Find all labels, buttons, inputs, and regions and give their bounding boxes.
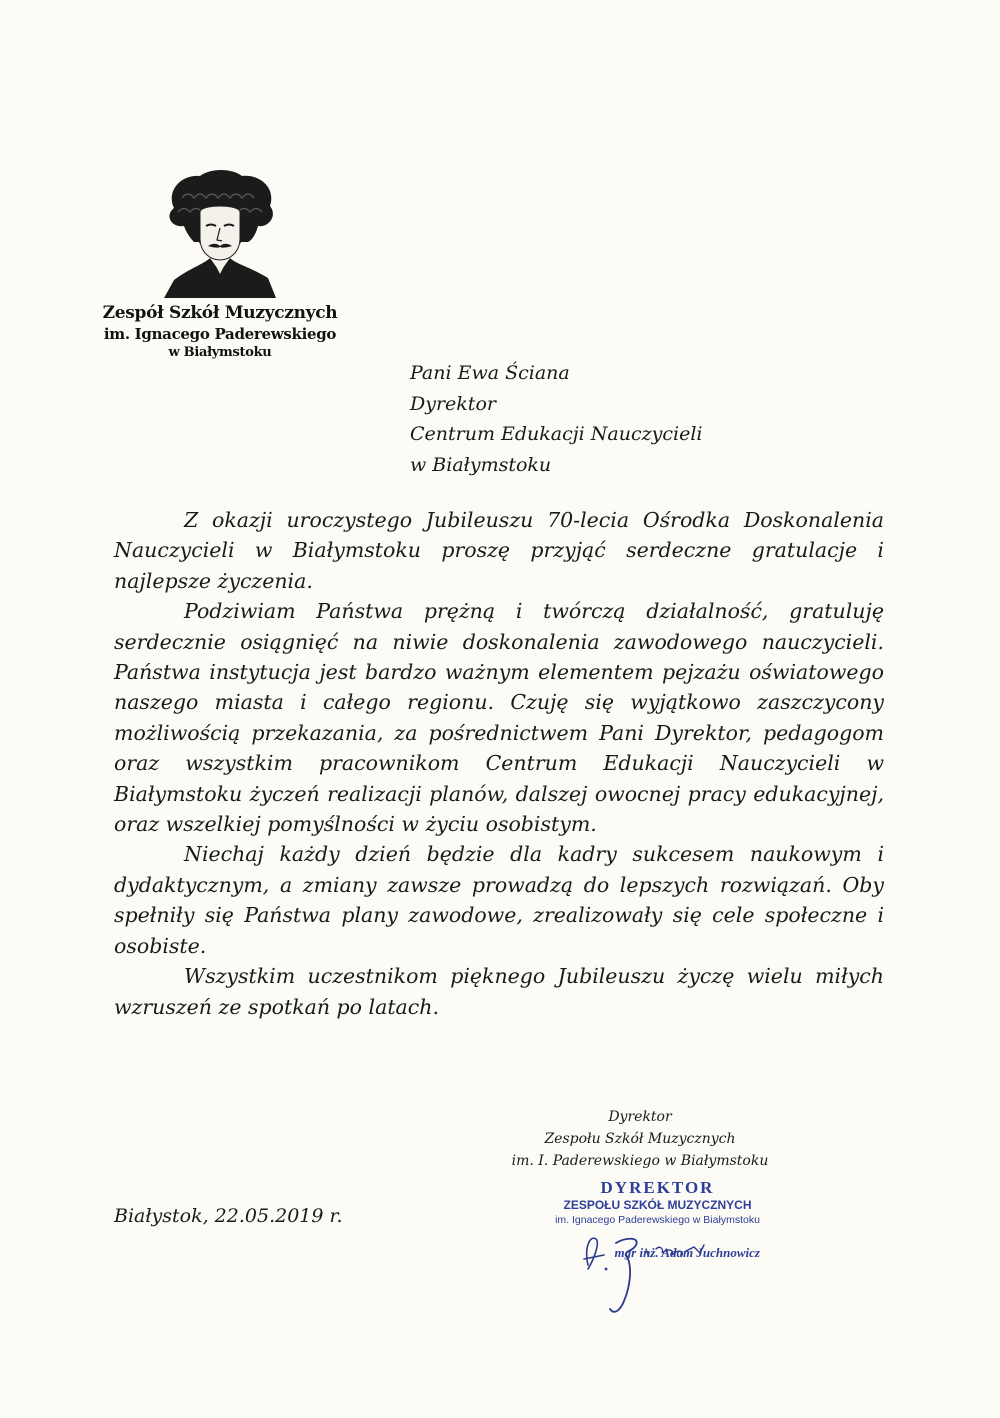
addressee-block xyxy=(410,358,702,481)
letter-body xyxy=(114,505,884,1022)
body-paragraph-1: Z okazji uroczystego Jubileuszu 70-lecia Ośrodka Doskonalenia Nauczycieli w Białymstoku proszę przyjąć serdeczne gratulacje i najlepsze życzenia. xyxy=(114,508,884,593)
letterhead-line-1: Zespół Szkół Muzycznych xyxy=(102,303,338,323)
signatory-title-line-3: im. I. Paderewskiego w Białymstoku xyxy=(511,1153,769,1169)
body-paragraph-2: Podziwiam Państwa prężną i twórczą działalność, gratuluję serdecznie osiągnięć na niwie doskonalenia zawodowego nauczycieli. Państwa instytucja jest bardzo ważnym elementem pejzażu oświatowego naszego miasta i całego regionu. Czuję się wyjątkowo zaszczycony możliwością przekazania, za pośrednictwem Pani Dyrektor, pedagogom oraz wszystkim pracownikom Centrum Edukacji Nauczycieli w Białymstoku życzeń realizacji planów, dalszej owocnej pracy edukacyjnej, oraz wszelkiej pomyślności w życiu osobistym. xyxy=(114,599,884,837)
signatory-title-line-2: Zespołu Szkół Muzycznych xyxy=(544,1131,736,1147)
letterhead-org-name xyxy=(100,302,340,362)
addressee-name: Pani Ewa Ściana xyxy=(410,362,570,384)
body-paragraph-4: Wszystkim uczestnikom pięknego Jubileuszu życzę wielu miłych wzruszeń ze spotkań po latach. xyxy=(114,964,884,1019)
addressee-city: w Białymstoku xyxy=(410,454,552,477)
handwritten-signature xyxy=(570,1225,730,1325)
paderewski-portrait-icon xyxy=(160,168,280,298)
addressee-institution: Centrum Edukacji Nauczycieli xyxy=(410,423,703,446)
signatory-title-block xyxy=(490,1106,790,1172)
stamp-line-3: im. Ignacego Paderewskiego w Białymstoku xyxy=(555,1214,760,1226)
addressee-title: Dyrektor xyxy=(410,392,496,415)
letter-date: Białystok, 22.05.2019 r. xyxy=(114,1205,343,1227)
stamp-signatory-name: mgr inż. Adam Juchnowicz xyxy=(614,1245,760,1260)
body-paragraph-3: Niechaj każdy dzień będzie dla kadry sukcesem naukowym i dydaktycznym, a zmiany zawsze prowadzą do lepszych rozwiązań. Oby spełniły się Państwa plany zawodowe, zrealizowały się cele społeczne i osobiste. xyxy=(114,842,884,958)
stamp-line-1: DYREKTOR xyxy=(600,1178,715,1197)
letterhead-line-2: im. Ignacego Paderewskiego xyxy=(103,325,337,343)
letterhead-line-3: w Białymstoku xyxy=(168,345,272,360)
signatory-title-line-1: Dyrektor xyxy=(608,1109,672,1125)
stamp-line-2: ZESPOŁU SZKÓŁ MUZYCZNYCH xyxy=(563,1198,752,1212)
